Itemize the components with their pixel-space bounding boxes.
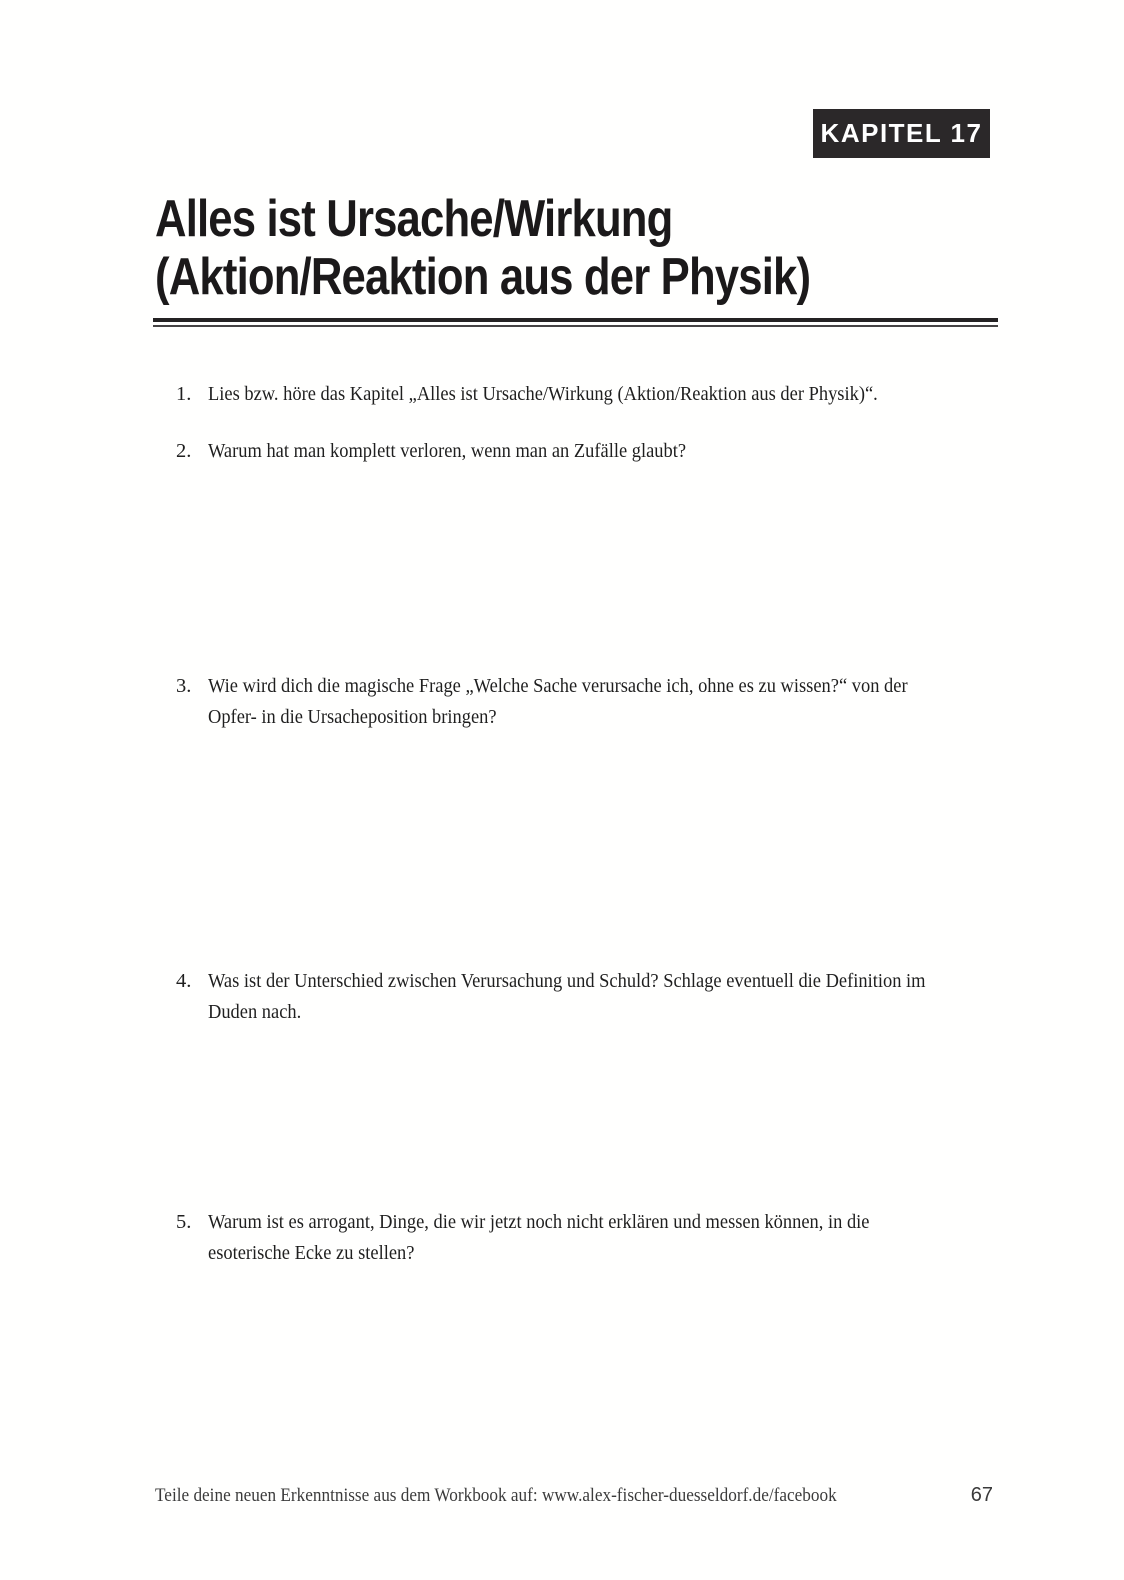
question-item-3	[176, 671, 985, 733]
question-number: 2.	[176, 440, 192, 462]
question-item-4	[176, 966, 1005, 1028]
question-item-2	[176, 436, 739, 467]
chapter-badge-label: KAPITEL 17	[820, 118, 983, 148]
question-text-line: Warum ist es arrogant, Dinge, die wir jetzt noch nicht erklären und messen können, in die	[208, 1211, 870, 1233]
question-text	[208, 671, 985, 733]
question-number: 5.	[176, 1211, 192, 1233]
question-text	[208, 1207, 943, 1269]
question-text-line: Warum hat man komplett verloren, wenn man an Zufälle glaubt?	[208, 440, 687, 462]
footer-note: Teile deine neuen Erkenntnisse aus dem Workbook auf: www.alex-fischer-duesseldorf.de/facebook	[155, 1486, 837, 1506]
question-number: 1.	[176, 383, 192, 405]
question-item-5	[176, 1207, 943, 1269]
question-text	[208, 379, 952, 410]
title-double-rule	[153, 318, 998, 327]
chapter-badge	[813, 109, 990, 158]
page-title-line-1: Alles ist Ursache/Wirkung	[155, 190, 673, 248]
page-number: 67	[970, 1484, 993, 1506]
question-text-line: Was ist der Unterschied zwischen Verursachung und Schuld? Schlage eventuell die Definition im	[208, 970, 926, 992]
question-text-line: Wie wird dich die magische Frage „Welche Sache verursache ich, ohne es zu wissen?“ von der	[208, 675, 908, 697]
page-title-line-2: (Aktion/Reaktion aus der Physik)	[155, 248, 811, 306]
question-number: 4.	[176, 970, 192, 992]
question-number: 3.	[176, 675, 192, 697]
question-text	[208, 436, 739, 467]
question-text-line: Opfer- in die Ursacheposition bringen?	[208, 706, 497, 728]
question-item-1	[176, 379, 952, 410]
question-text	[208, 966, 1005, 1028]
page-title	[155, 190, 810, 306]
question-text-line: Duden nach.	[208, 1001, 302, 1023]
question-text-line: esoterische Ecke zu stellen?	[208, 1242, 415, 1264]
question-text-line: Lies bzw. höre das Kapitel „Alles ist Ursache/Wirkung (Aktion/Reaktion aus der Physik)“.	[208, 383, 878, 405]
page-footer	[155, 1484, 993, 1507]
